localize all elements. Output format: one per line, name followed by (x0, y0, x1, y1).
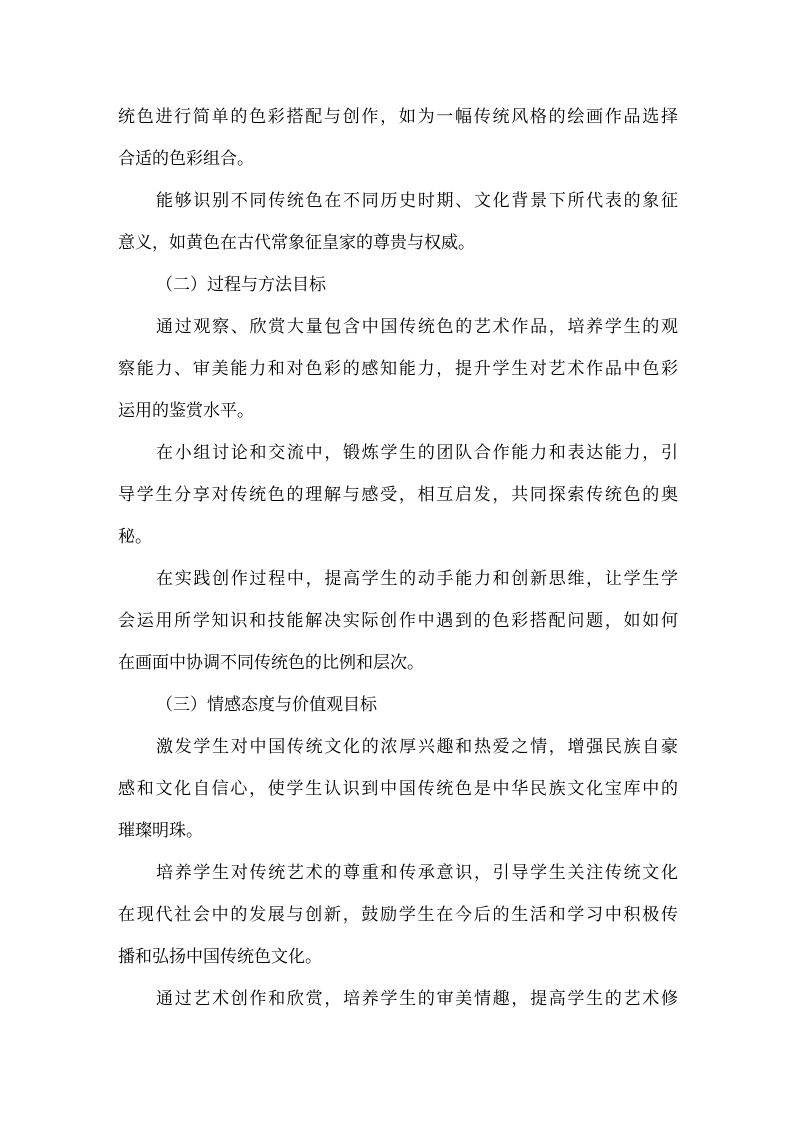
section-heading: （三）情感态度与价值观目标 (156, 695, 377, 715)
paragraph-line: 在实践创作过程中，提高学生的动手能力和创新思维，让学生学 (156, 569, 678, 589)
paragraph-line: 通过艺术创作和欣赏，培养学生的审美情趣，提高学生的艺术修 (156, 989, 678, 1009)
paragraph-line: 感和文化自信心，使学生认识到中国传统色是中华民族文化宝库中的 (118, 779, 678, 799)
paragraph-line: 运用的鉴赏水平。 (118, 401, 254, 421)
section-heading: （二）过程与方法目标 (156, 275, 326, 295)
paragraph-line: 通过观察、欣赏大量包含中国传统色的艺术作品，培养学生的观 (156, 317, 678, 337)
paragraph-line: 培养学生对传统艺术的尊重和传承意识，引导学生关注传统文化 (156, 863, 678, 883)
paragraph-line: 统色进行简单的色彩搭配与创作，如为一幅传统风格的绘画作品选择 (118, 107, 678, 127)
paragraph-line: 在现代社会中的发展与创新，鼓励学生在今后的生活和学习中积极传 (118, 905, 678, 925)
paragraph-line: 意义，如黄色在古代常象征皇家的尊贵与权威。 (118, 233, 475, 253)
paragraph-line: 察能力、审美能力和对色彩的感知能力，提升学生对艺术作品中色彩 (118, 359, 678, 379)
paragraph-line: 秘。 (118, 527, 152, 547)
paragraph-line: 会运用所学知识和技能解决实际创作中遇到的色彩搭配问题，如如何 (118, 611, 678, 631)
paragraph-line: 在画面中协调不同传统色的比例和层次。 (118, 653, 424, 673)
paragraph-line: 播和弘扬中国传统色文化。 (118, 947, 322, 967)
paragraph-line: 激发学生对中国传统文化的浓厚兴趣和热爱之情，增强民族自豪 (156, 737, 678, 757)
paragraph-line: 璀璨明珠。 (118, 821, 203, 841)
document-body (118, 96, 678, 1020)
paragraph-line: 能够识别不同传统色在不同历史时期、文化背景下所代表的象征 (156, 191, 678, 211)
paragraph-line: 导学生分享对传统色的理解与感受，相互启发，共同探索传统色的奥 (118, 485, 678, 505)
paragraph-line: 在小组讨论和交流中，锻炼学生的团队合作能力和表达能力，引 (156, 443, 678, 463)
paragraph-line: 合适的色彩组合。 (118, 149, 254, 169)
